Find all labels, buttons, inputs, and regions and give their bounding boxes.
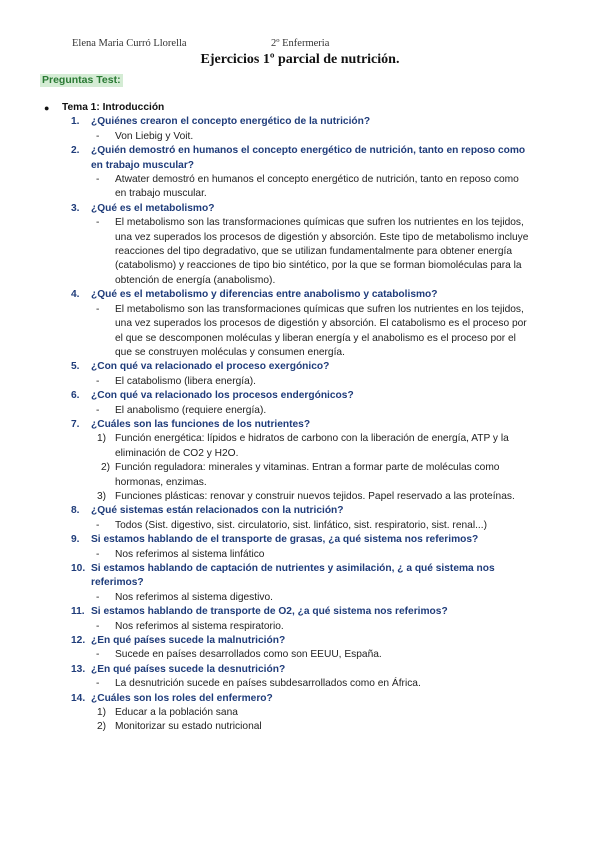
answer-item <box>0 404 600 418</box>
topic-heading <box>0 101 600 115</box>
question-text: ¿Quiénes crearon el concepto energético de la nutrición? <box>91 116 371 128</box>
answer-item <box>0 677 600 691</box>
question-item <box>0 115 600 129</box>
dash-marker: - <box>96 649 100 661</box>
question-text: ¿Qué es el metabolismo? <box>91 202 215 214</box>
answer-item <box>0 216 600 288</box>
question-number: 5. <box>71 361 80 373</box>
question-text: ¿En qué países sucede la malnutrición? <box>91 635 286 647</box>
question-item <box>0 504 600 518</box>
subitem-number: 1) <box>97 433 107 445</box>
question-item <box>0 562 600 591</box>
question-text: ¿Cuáles son los roles del enfermero? <box>91 692 273 704</box>
answer-subitem <box>0 432 600 461</box>
subitem-text: Función energética: lípidos e hidratos de carbono con la liberación de energía, ATP y la eliminación de CO2 y H2O. <box>115 433 509 459</box>
answer-text: Nos referimos al sistema digestivo. <box>115 591 273 603</box>
question-number: 12. <box>71 635 86 647</box>
question-number: 14. <box>71 692 86 704</box>
question-item <box>0 389 600 403</box>
answer-text: El catabolismo (libera energía). <box>115 375 256 387</box>
question-text: Si estamos hablando de transporte de O2, ¿a qué sistema nos referimos? <box>91 606 448 618</box>
answer-subitem <box>0 461 600 490</box>
question-item <box>0 202 600 216</box>
question-number: 4. <box>71 289 80 301</box>
question-list <box>0 101 600 735</box>
subitem-text: Monitorizar su estado nutricional <box>115 721 262 733</box>
question-text: ¿Quién demostró en humanos el concepto energético de nutrición, tanto en reposo como en trabajo muscular? <box>91 145 526 171</box>
subitem-text: Funciones plásticas: renovar y construir nuevos tejidos. Papel reservado a las proteínas. <box>115 490 515 502</box>
dash-marker: - <box>96 620 100 632</box>
dash-marker: - <box>96 519 100 531</box>
subitem-text: Función reguladora: minerales y vitaminas. Entran a formar parte de moléculas como hormonas, enzimas. <box>115 462 500 488</box>
answer-item <box>0 648 600 662</box>
subitem-number: 2) <box>97 721 107 733</box>
header-author: Elena Maria Curró Llorella <box>72 38 187 49</box>
answer-item <box>0 130 600 144</box>
question-number: 9. <box>71 534 80 546</box>
question-item <box>0 692 600 706</box>
question-item <box>0 360 600 374</box>
question-number: 8. <box>71 505 80 517</box>
question-text: ¿Qué sistemas están relacionados con la nutrición? <box>91 505 344 517</box>
question-text: ¿Con qué va relacionado el proceso exergónico? <box>91 361 330 373</box>
question-text: ¿En qué países sucede la desnutrición? <box>91 663 286 675</box>
dash-marker: - <box>96 174 100 186</box>
bullet-icon: ● <box>44 103 50 113</box>
question-number: 13. <box>71 663 86 675</box>
header-course: 2º Enfermeria <box>271 38 330 49</box>
answer-item <box>0 375 600 389</box>
question-number: 7. <box>71 418 80 430</box>
dash-marker: - <box>96 678 100 690</box>
answer-subitem <box>0 490 600 504</box>
answer-text: Nos referimos al sistema linfático <box>115 548 265 560</box>
dash-marker: - <box>96 404 100 416</box>
question-item <box>0 288 600 302</box>
answer-item <box>0 303 600 361</box>
question-text: ¿Qué es el metabolismo y diferencias entre anabolismo y catabolismo? <box>91 289 438 301</box>
subitem-number: 2) <box>101 462 111 474</box>
question-item <box>0 144 600 173</box>
question-number: 10. <box>71 563 86 574</box>
document-title: Ejercicios 1º parcial de nutrición. <box>200 52 400 67</box>
answer-text: Atwater demostró en humanos el concepto energético de nutrición, tanto en reposo como en trabajo muscular. <box>115 174 519 200</box>
answer-text: La desnutrición sucede en países subdesarrollados como en África. <box>115 678 421 690</box>
question-item <box>0 663 600 677</box>
question-number: 6. <box>71 390 80 402</box>
question-number: 3. <box>71 202 80 214</box>
dash-marker: - <box>96 548 100 560</box>
question-item <box>0 605 600 619</box>
answer-subitem <box>0 706 600 720</box>
question-text: Si estamos hablando de captación de nutrientes y asimilación, ¿ a qué sistema nos referimos? <box>91 563 495 589</box>
answer-text: Nos referimos al sistema respiratorio. <box>115 620 284 632</box>
question-text: Si estamos hablando de el transporte de grasas, ¿a qué sistema nos referimos? <box>91 534 479 546</box>
dash-marker: - <box>96 375 100 387</box>
question-number: 1. <box>71 116 80 128</box>
subitem-number: 3) <box>97 490 107 502</box>
question-item <box>0 634 600 648</box>
question-text: ¿Con qué va relacionado los procesos endergónicos? <box>91 390 354 402</box>
subitem-text: Educar a la población sana <box>115 707 238 719</box>
question-item <box>0 533 600 547</box>
answer-text: Todos (Sist. digestivo, sist. circulatorio, sist. linfático, sist. respiratorio, sist. renal...) <box>115 519 487 531</box>
answer-item <box>0 548 600 562</box>
questions-container <box>0 115 600 734</box>
section-label: Preguntas Test: <box>42 74 121 86</box>
dash-marker: - <box>96 217 100 229</box>
dash-marker: - <box>96 591 100 603</box>
answer-text: Sucede en países desarrollados como son EEUU, España. <box>115 649 382 661</box>
answer-item <box>0 620 600 634</box>
dash-marker: - <box>96 130 100 142</box>
question-text: ¿Cuáles son las funciones de los nutrientes? <box>91 418 311 430</box>
answer-subitem <box>0 720 600 734</box>
answer-text: Von Liebig y Voit. <box>115 130 194 142</box>
answer-item <box>0 591 600 605</box>
question-item <box>0 418 600 432</box>
answer-text: El anabolismo (requiere energía). <box>115 404 267 416</box>
question-number: 11. <box>71 606 85 618</box>
question-number: 2. <box>71 145 80 157</box>
dash-marker: - <box>96 303 100 315</box>
topic-label: Tema 1: Introducción <box>62 102 165 113</box>
answer-item <box>0 519 600 533</box>
answer-text: El metabolismo son las transformaciones químicas que sufren los nutrientes en los tejidos, una vez superados los procesos de digestión y absorción. El catabolismo es el proceso por el que se descomponen moléculas y liberan energía y el anabolismo es el proceso por el que se construyen moléculas y consumen energía. <box>115 303 527 358</box>
answer-text: El metabolismo son las transformaciones químicas que sufren los nutrientes en los tejidos, una vez superados los procesos de digestión y absorción. Este tipo de metabolismo incluye reacciones del tipo degradativo, que se utilizan fundamentalmente para obtener energía (catabolismo) y reacciones de tipo bio sintético, por la que se forman biomoléculas para la obtención de energía (anabolismo). <box>115 217 529 286</box>
subitem-number: 1) <box>97 707 107 719</box>
answer-item <box>0 173 600 202</box>
